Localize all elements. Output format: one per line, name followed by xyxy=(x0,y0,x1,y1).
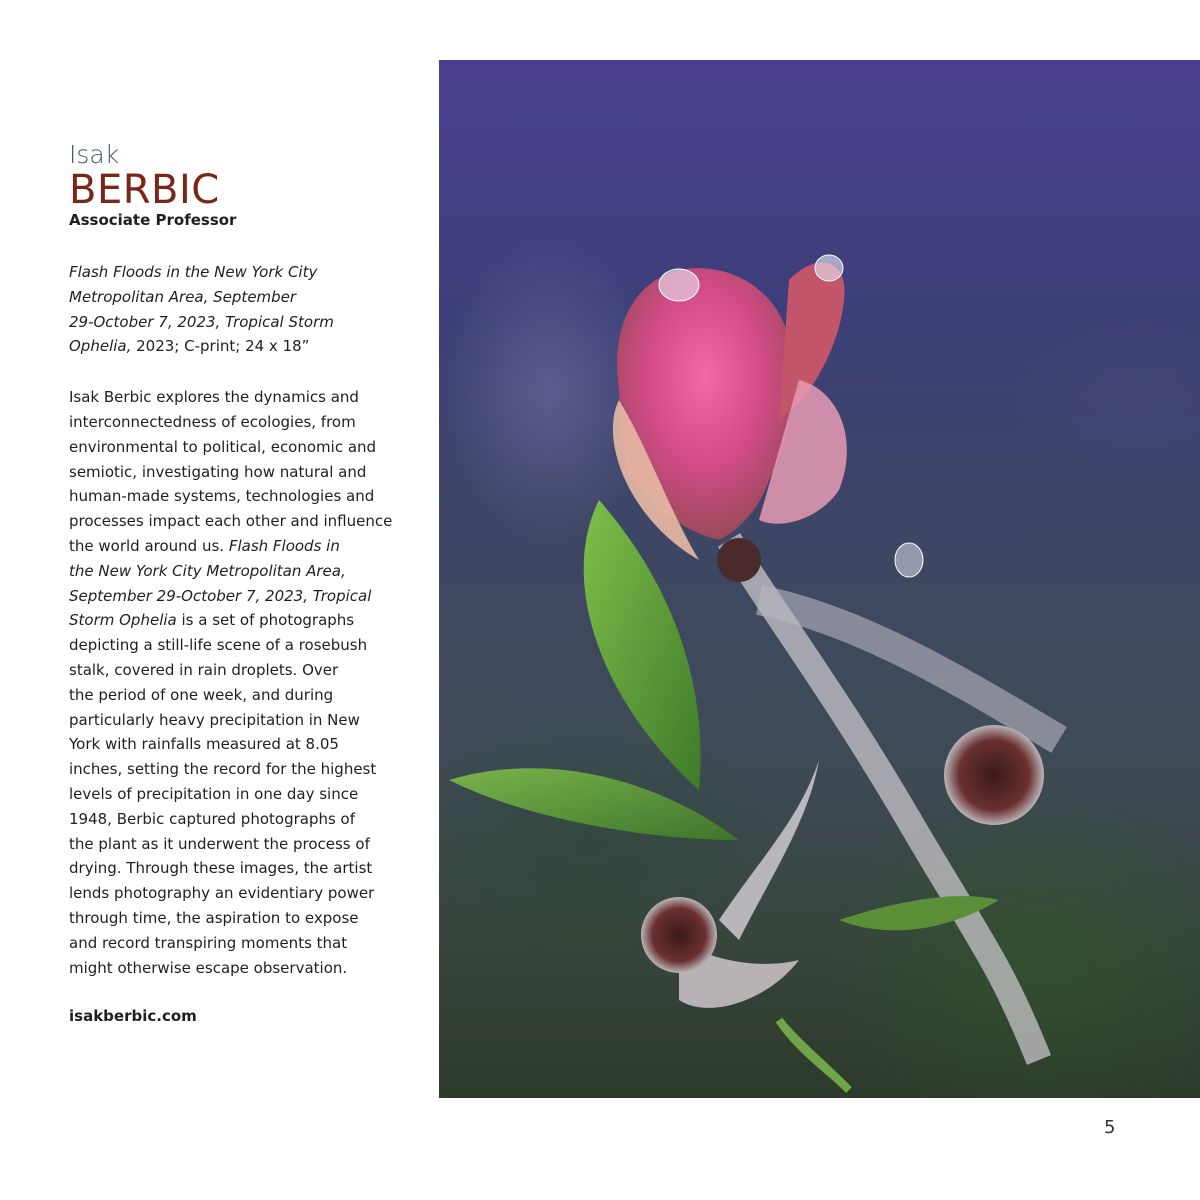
artist-first-name: Isak xyxy=(69,140,120,169)
water-droplet xyxy=(815,255,843,281)
statement-line: 1948, Berbic captured photographs of xyxy=(69,809,356,828)
caption-details: 2023; C-print; 24 x 18” xyxy=(131,337,310,356)
statement-line: inches, setting the record for the highest xyxy=(69,760,377,779)
rose-bud xyxy=(944,725,1044,825)
statement-line: environmental to political, economic and xyxy=(69,437,377,456)
statement-line: through time, the aspiration to expose xyxy=(69,908,359,927)
statement-line: the plant as it underwent the process of xyxy=(69,834,370,853)
text-column xyxy=(69,140,409,1028)
statement-line: human-made systems, technologies and xyxy=(69,487,375,506)
statement-italic: the New York City Metropolitan Area, xyxy=(69,561,346,580)
caption-title-line: 29-October 7, 2023, Tropical Storm xyxy=(69,312,334,331)
water-droplet xyxy=(659,269,699,301)
artist-statement xyxy=(69,385,399,980)
rose-bud xyxy=(641,897,717,973)
statement-line: the period of one week, and during xyxy=(69,685,334,704)
caption-title-line: Ophelia, xyxy=(69,337,132,356)
statement-italic: Flash Floods in xyxy=(228,536,340,555)
statement-italic: Storm Ophelia xyxy=(69,611,177,630)
rose-illustration xyxy=(439,60,1200,1098)
statement-line: stalk, covered in rain droplets. Over xyxy=(69,660,339,679)
statement-line: particularly heavy precipitation in New xyxy=(69,710,360,729)
page-number: 5 xyxy=(1104,1117,1116,1138)
rose-sepal xyxy=(719,760,819,940)
artist-role: Associate Professor xyxy=(69,211,237,229)
statement-line: interconnectedness of ecologies, from xyxy=(69,412,356,431)
statement-line: might otherwise escape observation. xyxy=(69,958,348,977)
caption-title-line: Flash Floods in the New York City xyxy=(69,263,318,281)
statement-line: Isak Berbic explores the dynamics and xyxy=(69,388,359,407)
statement-line: and record transpiring moments that xyxy=(69,933,348,952)
rose-leaf xyxy=(779,1020,849,1090)
water-droplet xyxy=(895,543,923,577)
statement-line: semiotic, investigating how natural and xyxy=(69,462,367,481)
statement-line: is a set of photographs xyxy=(176,611,355,630)
artist-last-name: BERBIC xyxy=(69,167,220,213)
statement-line: lends photography an evidentiary power xyxy=(69,884,375,903)
statement-line: processes impact each other and influence xyxy=(69,512,393,531)
artwork-caption xyxy=(69,260,359,359)
statement-line: the world around us. xyxy=(69,536,229,555)
statement-line: depicting a still-life scene of a rosebush xyxy=(69,636,368,655)
statement-line: drying. Through these images, the artist xyxy=(69,859,373,878)
artist-website-link[interactable]: isakberbic.com xyxy=(69,1007,197,1026)
statement-line: York with rainfalls measured at 8.05 xyxy=(69,735,339,754)
rose-center xyxy=(717,538,761,582)
statement-italic: September 29-October 7, 2023, Tropical xyxy=(69,586,372,605)
artwork-photograph xyxy=(439,60,1200,1098)
caption-title-line: Metropolitan Area, September xyxy=(69,287,297,306)
statement-line: levels of precipitation in one day since xyxy=(69,784,359,803)
